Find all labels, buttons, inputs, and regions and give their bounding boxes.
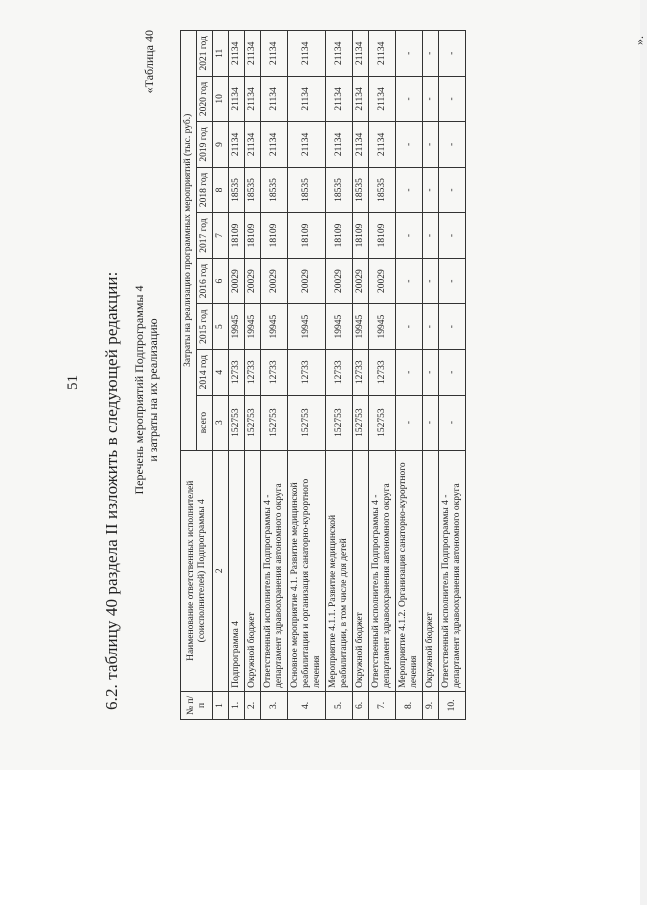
row-value: -: [439, 76, 466, 122]
header-year-2020: 2020 год: [197, 76, 213, 122]
header-name: Наименование ответственных исполнителей (соисполнителей) Подпрограммы 4: [181, 450, 213, 691]
header-year-2021: 2021 год: [197, 31, 213, 77]
row-value: 21134: [288, 76, 326, 122]
row-value: 18535: [261, 167, 288, 213]
row-number: 5.: [326, 691, 353, 719]
row-name: Ответственный исполнитель Подпрограммы 4 - департамент здравоохранения автономного округа: [439, 450, 466, 691]
row-value: 19945: [288, 304, 326, 350]
row-value: 21134: [245, 76, 261, 122]
row-value: 21134: [326, 31, 353, 77]
blank-area: [0, 770, 640, 905]
row-value: -: [423, 395, 439, 450]
closing-mark: ».: [632, 36, 646, 45]
index-cell: 2: [213, 450, 229, 691]
index-cell: 1: [213, 691, 229, 719]
row-value: -: [423, 76, 439, 122]
table-row: [261, 31, 288, 720]
header-year-2015: 2015 год: [197, 304, 213, 350]
row-value: 21134: [261, 122, 288, 168]
row-value: 152753: [245, 395, 261, 450]
row-value: 19945: [229, 304, 245, 350]
row-value: -: [439, 258, 466, 304]
row-name: Мероприятие 4.1.1. Развитие медицинской реабилитации, в том числе для детей: [326, 450, 353, 691]
row-value: -: [439, 304, 466, 350]
index-cell: 10: [213, 76, 229, 122]
table-body: [229, 31, 466, 720]
row-value: -: [439, 349, 466, 395]
row-value: 12733: [288, 349, 326, 395]
row-value: 18535: [288, 167, 326, 213]
row-value: 19945: [369, 304, 396, 350]
row-value: -: [396, 31, 423, 77]
row-value: 18109: [261, 213, 288, 259]
row-value: -: [423, 258, 439, 304]
subtitle-line-2: и затраты на их реализацию: [146, 318, 160, 462]
row-value: 21134: [369, 31, 396, 77]
header-year-2017: 2017 год: [197, 213, 213, 259]
row-name: Окружной бюджет: [245, 450, 261, 691]
row-value: 152753: [369, 395, 396, 450]
row-value: -: [396, 349, 423, 395]
row-value: 18109: [288, 213, 326, 259]
row-value: -: [439, 31, 466, 77]
row-value: 21134: [288, 31, 326, 77]
row-value: 21134: [326, 122, 353, 168]
row-value: -: [396, 304, 423, 350]
row-value: 18535: [353, 167, 369, 213]
index-cell: 5: [213, 304, 229, 350]
row-value: 21134: [369, 76, 396, 122]
row-value: 152753: [229, 395, 245, 450]
table-row: [439, 31, 466, 720]
row-value: 12733: [326, 349, 353, 395]
row-value: 19945: [326, 304, 353, 350]
header-year-2016: 2016 год: [197, 258, 213, 304]
row-name: Окружной бюджет: [423, 450, 439, 691]
row-value: -: [423, 122, 439, 168]
row-value: 152753: [261, 395, 288, 450]
row-number: 8.: [396, 691, 423, 719]
row-value: 20029: [245, 258, 261, 304]
row-value: 20029: [261, 258, 288, 304]
row-name: Окружной бюджет: [353, 450, 369, 691]
row-name: Основное мероприятие 4.1. Развитие медицинской реабилитации и организация санаторно-курортного лечения: [288, 450, 326, 691]
header-num: № п/п: [181, 691, 213, 719]
header-year-2019: 2019 год: [197, 122, 213, 168]
row-value: 18535: [326, 167, 353, 213]
table-row: [353, 31, 369, 720]
index-cell: 3: [213, 395, 229, 450]
row-value: 12733: [261, 349, 288, 395]
row-value: 18109: [369, 213, 396, 259]
row-value: 18535: [229, 167, 245, 213]
table-row: [245, 31, 261, 720]
row-value: 21134: [261, 76, 288, 122]
row-value: 21134: [229, 76, 245, 122]
column-index-row: [213, 31, 229, 720]
row-value: 21134: [353, 31, 369, 77]
row-value: 20029: [353, 258, 369, 304]
table-row: [396, 31, 423, 720]
row-value: 152753: [353, 395, 369, 450]
row-name: Ответственный исполнитель Подпрограммы 4 - департамент здравоохранения автономного округа: [261, 450, 288, 691]
row-value: 21134: [245, 31, 261, 77]
row-value: 18109: [326, 213, 353, 259]
row-value: -: [439, 395, 466, 450]
row-number: 9.: [423, 691, 439, 719]
row-value: -: [396, 395, 423, 450]
row-name: Подпрограмма 4: [229, 450, 245, 691]
row-value: 18109: [229, 213, 245, 259]
row-name: Ответственный исполнитель Подпрограммы 4 - департамент здравоохранения автономного округа: [369, 450, 396, 691]
index-cell: 7: [213, 213, 229, 259]
row-value: 20029: [288, 258, 326, 304]
row-value: 21134: [245, 122, 261, 168]
row-value: 20029: [229, 258, 245, 304]
table-header: [181, 31, 229, 720]
index-cell: 4: [213, 349, 229, 395]
row-value: 18535: [245, 167, 261, 213]
row-value: 18535: [369, 167, 396, 213]
row-value: 19945: [245, 304, 261, 350]
header-year-2014: 2014 год: [197, 349, 213, 395]
row-number: 3.: [261, 691, 288, 719]
row-value: -: [423, 213, 439, 259]
header-costs: Затраты на реализацию программных мероприятий (тыс. руб.): [181, 31, 197, 451]
row-value: -: [439, 213, 466, 259]
table-label: «Таблица 40: [142, 30, 156, 94]
row-value: 152753: [288, 395, 326, 450]
header-year-2018: 2018 год: [197, 167, 213, 213]
table-subtitle: [132, 180, 160, 600]
row-value: 12733: [229, 349, 245, 395]
row-number: 1.: [229, 691, 245, 719]
row-value: -: [423, 349, 439, 395]
row-value: -: [396, 76, 423, 122]
index-cell: 11: [213, 31, 229, 77]
rotated-page-content: [20, 30, 646, 720]
row-value: -: [439, 167, 466, 213]
table-row: [229, 31, 245, 720]
row-value: 19945: [353, 304, 369, 350]
row-value: -: [396, 213, 423, 259]
row-value: 21134: [229, 31, 245, 77]
subtitle-line-1: Перечень мероприятий Подпрограммы 4: [132, 285, 146, 495]
row-value: 21134: [261, 31, 288, 77]
row-value: 19945: [261, 304, 288, 350]
row-value: 21134: [229, 122, 245, 168]
row-value: 21134: [326, 76, 353, 122]
row-number: 4.: [288, 691, 326, 719]
index-cell: 8: [213, 167, 229, 213]
table-row: [369, 31, 396, 720]
row-number: 7.: [369, 691, 396, 719]
row-value: 12733: [245, 349, 261, 395]
index-cell: 9: [213, 122, 229, 168]
row-value: 152753: [326, 395, 353, 450]
row-value: 21134: [288, 122, 326, 168]
row-value: 12733: [353, 349, 369, 395]
row-value: 18109: [245, 213, 261, 259]
row-value: -: [396, 167, 423, 213]
row-number: 10.: [439, 691, 466, 719]
row-value: -: [423, 304, 439, 350]
table-row: [326, 31, 353, 720]
row-value: 20029: [326, 258, 353, 304]
row-value: 12733: [369, 349, 396, 395]
index-cell: 6: [213, 258, 229, 304]
row-value: 21134: [369, 122, 396, 168]
page-number: 51: [65, 375, 81, 390]
row-value: 20029: [369, 258, 396, 304]
header-total: всего: [197, 395, 213, 450]
row-value: 18109: [353, 213, 369, 259]
table-row: [288, 31, 326, 720]
row-value: -: [439, 122, 466, 168]
row-number: 2.: [245, 691, 261, 719]
row-name: Мероприятие 4.1.2. Организация санаторно-курортного лечения: [396, 450, 423, 691]
row-value: 21134: [353, 122, 369, 168]
header-row-1: [181, 31, 197, 720]
row-value: -: [396, 258, 423, 304]
row-number: 6.: [353, 691, 369, 719]
row-value: 21134: [353, 76, 369, 122]
row-value: -: [423, 31, 439, 77]
section-heading: 6.2. таблицу 40 раздела II изложить в следующей редакции:: [102, 271, 121, 710]
table-row: [423, 31, 439, 720]
row-value: -: [423, 167, 439, 213]
costs-table: [180, 30, 466, 720]
row-value: -: [396, 122, 423, 168]
